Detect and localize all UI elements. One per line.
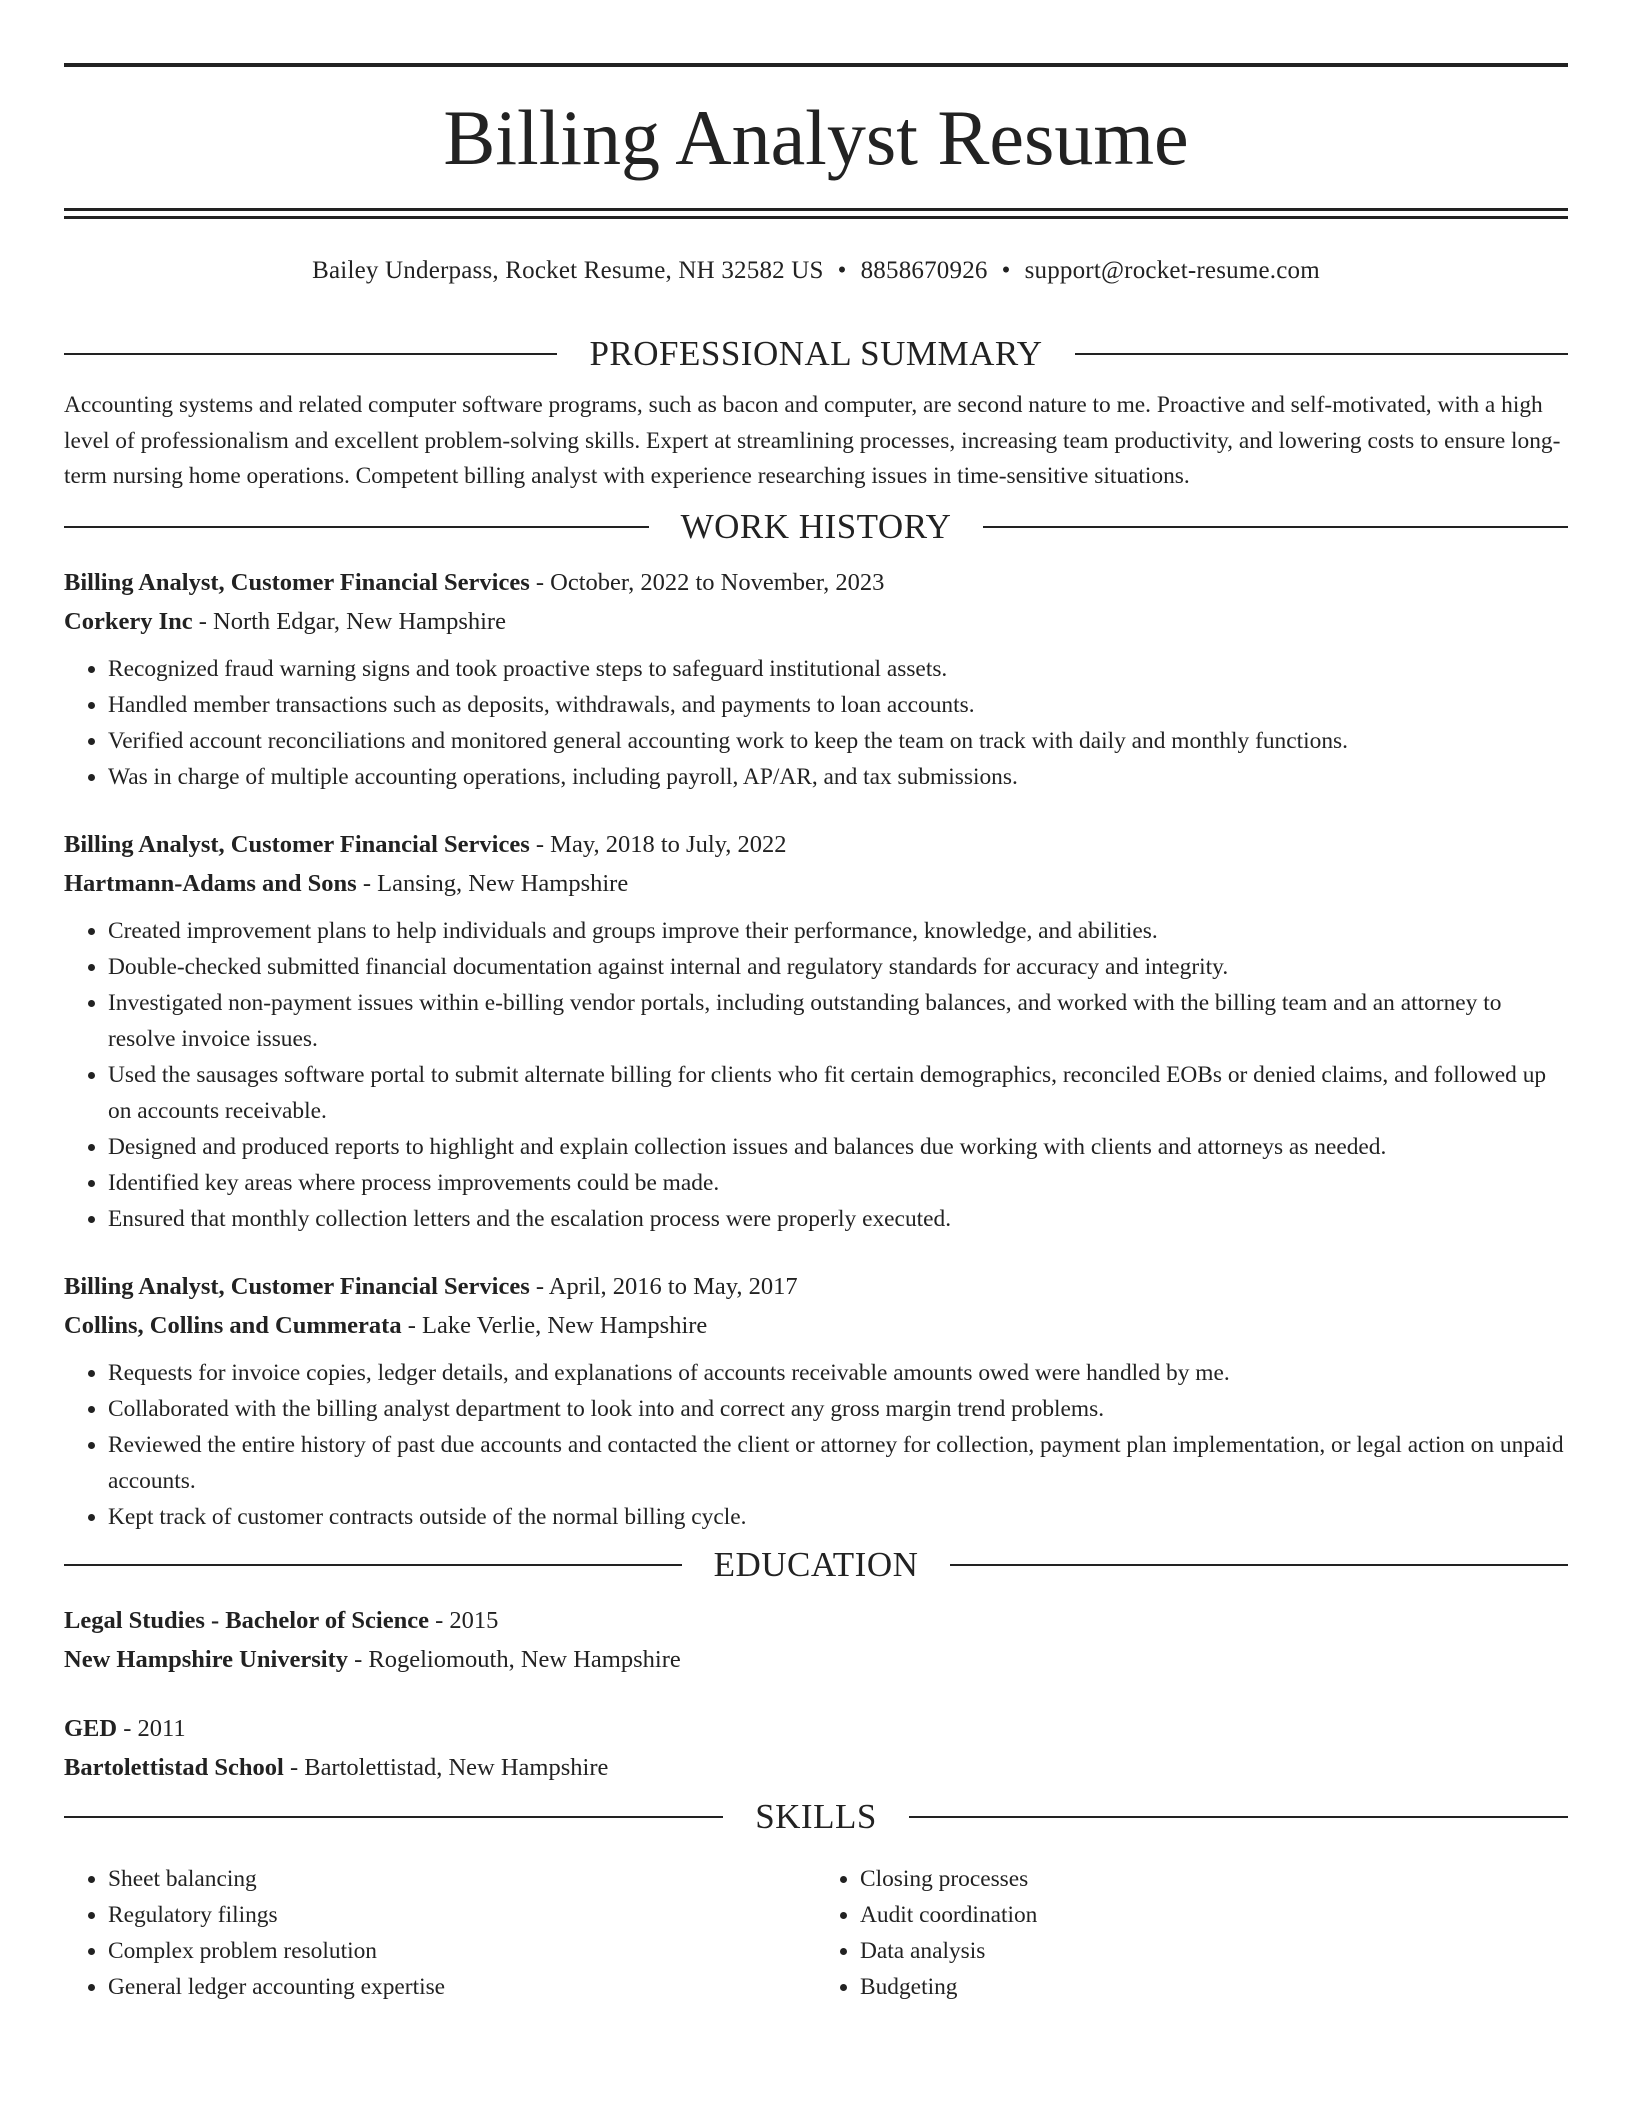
section-heading-skills — [64, 1793, 1568, 1841]
degree-line — [64, 1601, 1568, 1640]
contact-phone: 8858670926 — [860, 257, 988, 284]
skill-item: • Closing processes — [860, 1861, 1568, 1897]
school-line — [64, 1640, 1568, 1679]
school-line — [64, 1748, 1568, 1787]
job-entry — [64, 563, 1568, 795]
school-name: Bartolettistad School — [64, 1753, 284, 1781]
section-heading-work-history — [64, 503, 1568, 551]
divider-line — [64, 353, 557, 355]
section-heading-label: EDUCATION — [713, 1544, 919, 1584]
job-bullets — [64, 1355, 1568, 1535]
degree-name: Legal Studies - Bachelor of Science — [64, 1606, 429, 1634]
list-item: • Created improvement plans to help individuals and groups improve their performance, knowledge, and abilities. — [108, 913, 1568, 949]
skills-list-right — [816, 1861, 1568, 2005]
job-location: - North Edgar, New Hampshire — [192, 607, 506, 635]
contact-line — [64, 254, 1568, 288]
skill-item: • Audit coordination — [860, 1897, 1568, 1933]
contact-separator: • — [1001, 257, 1011, 284]
divider-line — [64, 526, 649, 528]
skills-grid — [64, 1851, 1568, 2005]
contact-separator: • — [837, 257, 847, 284]
school-location: - Rogeliomouth, New Hampshire — [348, 1645, 681, 1673]
list-item: • Collaborated with the billing analyst department to look into and correct any gross margin trend problems. — [108, 1391, 1568, 1427]
skills-list-left — [64, 1861, 816, 2005]
divider-line — [909, 1816, 1568, 1818]
skill-item: • General ledger accounting expertise — [108, 1969, 816, 2005]
title-rule-upper — [64, 208, 1568, 211]
top-rule — [64, 63, 1568, 67]
job-dates: - April, 2016 to May, 2017 — [529, 1272, 798, 1300]
divider-line — [64, 1816, 723, 1818]
list-item: • Verified account reconciliations and monitored general accounting work to keep the team on track with daily and monthly functions. — [108, 723, 1568, 759]
divider-line — [1075, 353, 1568, 355]
job-entry — [64, 1267, 1568, 1535]
job-dates: - May, 2018 to July, 2022 — [529, 830, 787, 858]
job-title-line — [64, 1267, 1568, 1306]
section-heading-education — [64, 1541, 1568, 1589]
list-item: • Recognized fraud warning signs and took proactive steps to safeguard institutional assets. — [108, 651, 1568, 687]
list-item: • Used the sausages software portal to submit alternate billing for clients who fit certain demographics, reconciled EOBs or denied claims, and followed up on accounts receivable. — [108, 1057, 1568, 1129]
title-rule-lower — [64, 216, 1568, 219]
degree-line — [64, 1709, 1568, 1748]
section-heading-label: WORK HISTORY — [680, 506, 952, 546]
job-entry — [64, 825, 1568, 1237]
list-item: • Designed and produced reports to highlight and explain collection issues and balances due working with clients and attorneys as needed. — [108, 1129, 1568, 1165]
contact-email: support@rocket-resume.com — [1024, 257, 1320, 284]
degree-name: GED — [64, 1714, 118, 1742]
degree-year: - 2011 — [117, 1714, 186, 1742]
job-location: - Lansing, New Hampshire — [356, 869, 629, 897]
section-heading-label: SKILLS — [755, 1796, 877, 1836]
contact-address: Bailey Underpass, Rocket Resume, NH 32582 US — [312, 257, 824, 284]
job-title: Billing Analyst, Customer Financial Services — [64, 1272, 530, 1300]
skill-item: • Sheet balancing — [108, 1861, 816, 1897]
job-title-line — [64, 825, 1568, 864]
divider-line — [64, 1564, 682, 1566]
list-item: • Reviewed the entire history of past due accounts and contacted the client or attorney for collection, payment plan implementation, or legal action on unpaid accounts. — [108, 1427, 1568, 1499]
job-company-line — [64, 1306, 1568, 1345]
list-item: • Double-checked submitted financial documentation against internal and regulatory standards for accuracy and integrity. — [108, 949, 1568, 985]
job-bullets — [64, 913, 1568, 1237]
job-company: Corkery Inc — [64, 607, 193, 635]
skill-item: • Budgeting — [860, 1969, 1568, 2005]
job-title: Billing Analyst, Customer Financial Services — [64, 568, 530, 596]
divider-line — [950, 1564, 1568, 1566]
list-item: • Investigated non-payment issues within e-billing vendor portals, including outstanding balances, and worked with the billing team and an attorney to resolve invoice issues. — [108, 985, 1568, 1057]
education-entry — [64, 1709, 1568, 1787]
divider-line — [983, 526, 1568, 528]
resume-content — [64, 330, 1568, 2005]
list-item: • Kept track of customer contracts outside of the normal billing cycle. — [108, 1499, 1568, 1535]
job-company: Hartmann-Adams and Sons — [64, 869, 357, 897]
education-entry — [64, 1601, 1568, 1679]
job-dates: - October, 2022 to November, 2023 — [529, 568, 885, 596]
list-item: • Identified key areas where process improvements could be made. — [108, 1165, 1568, 1201]
skill-item: • Data analysis — [860, 1933, 1568, 1969]
list-item: • Was in charge of multiple accounting operations, including payroll, AP/AR, and tax submissions. — [108, 759, 1568, 795]
list-item: • Handled member transactions such as deposits, withdrawals, and payments to loan accounts. — [108, 687, 1568, 723]
section-heading-label: PROFESSIONAL SUMMARY — [589, 334, 1043, 373]
page-title: Billing Analyst Resume — [443, 94, 1189, 181]
degree-year: - 2015 — [428, 1606, 499, 1634]
summary-text: Accounting systems and related computer software programs, such as bacon and computer, are second nature to me. Proactive and self-motivated, with a high level of professionalism and excellent problem-solving skills. Expert at streamlining processes, increasing team productivity, and lowering costs to ensure long-term nursing home operations. Competent billing analyst with experience researching issues in time-sensitive situations. — [64, 392, 1561, 489]
list-item: • Requests for invoice copies, ledger details, and explanations of accounts receivable amounts owed were handled by me. — [108, 1355, 1568, 1391]
school-name: New Hampshire University — [64, 1645, 348, 1673]
job-company-line — [64, 864, 1568, 903]
job-company: Collins, Collins and Cummerata — [64, 1311, 402, 1339]
job-title-line — [64, 563, 1568, 602]
job-location: - Lake Verlie, New Hampshire — [401, 1311, 708, 1339]
skill-item: • Complex problem resolution — [108, 1933, 816, 1969]
section-heading-summary — [64, 330, 1568, 378]
school-location: - Bartolettistad, New Hampshire — [283, 1753, 609, 1781]
job-company-line — [64, 602, 1568, 641]
list-item: • Ensured that monthly collection letters and the escalation process were properly executed. — [108, 1201, 1568, 1237]
job-bullets — [64, 651, 1568, 795]
skill-item: • Regulatory filings — [108, 1897, 816, 1933]
job-title: Billing Analyst, Customer Financial Services — [64, 830, 530, 858]
